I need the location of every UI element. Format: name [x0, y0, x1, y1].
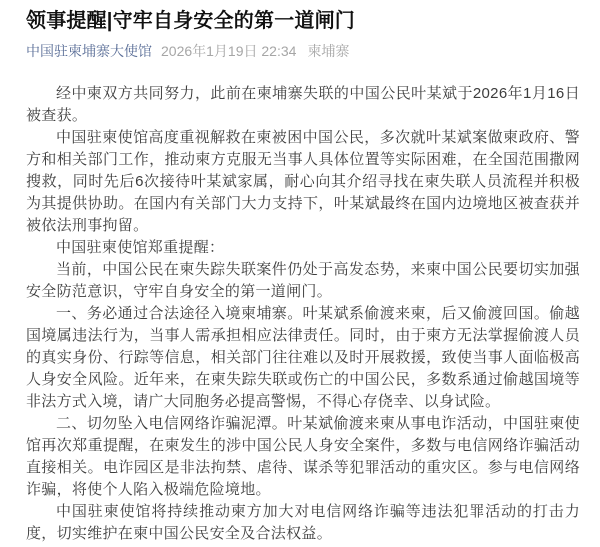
author-account-link[interactable]: 中国驻柬埔寨大使馆 [26, 43, 152, 59]
article-body [26, 83, 580, 545]
byline [26, 42, 580, 60]
publish-location: 柬埔寨 [307, 43, 350, 59]
article-paragraph: 中国驻柬使馆郑重提醒： [56, 239, 225, 256]
article-title: 领事提醒|守牢自身安全的第一道闸门 [26, 10, 355, 32]
article-paragraph: 一、务必通过合法途径入境柬埔寨。叶某斌系偷渡来柬，后又偷渡回国。偷越国境属违法行为，当事人需承担相应法律责任。同时，由于柬方无法掌握偷渡人员的真实身份、行踪等信息，相关部门往往难以及时开展救援，致使当事人面临极高人身安全风险。近年来，在柬失踪失联或伤亡的中国公民，多数系通过偷越国境等非法方式入境，请广大同胞务必提高警惕，不得心存侥幸、以身试险。 [26, 305, 580, 410]
article-paragraph: 当前，中国公民在柬失踪失联案件仍处于高发态势，来柬中国公民要切实加强安全防范意识，守牢自身安全的第一道闸门。 [26, 261, 580, 300]
publish-datetime: 2026年1月19日 22:34 [161, 43, 297, 59]
article-paragraph: 经中柬双方共同努力，此前在柬埔寨失联的中国公民叶某斌于2026年1月16日被查获。 [26, 85, 580, 124]
article-paragraph: 二、切勿坠入电信网络诈骗泥潭。叶某斌偷渡来柬从事电诈活动，中国驻柬使馆再次郑重提醒，在柬发生的涉中国公民人身安全案件，多数与电信网络诈骗活动直接相关。电诈园区是非法拘禁、虐待、谋杀等犯罪活动的重灾区。参与电信网络诈骗，将使个人陷入极端危险境地。 [26, 415, 580, 498]
article-paragraph: 中国驻柬使馆高度重视解救在柬被困中国公民，多次就叶某斌案做柬政府、警方和相关部门工作，推动柬方克服无当事人具体位置等实际困难，在全国范围撒网搜救，同时先后6次接待叶某斌家属，耐心向其介绍寻找在柬失联人员流程并积极为其提供协助。在国内有关部门大力支持下，叶某斌最终在国内边境地区被查获并被依法刑事拘留。 [26, 129, 580, 234]
article-paragraph: 中国驻柬使馆将持续推动柬方加大对电信网络诈骗等违法犯罪活动的打击力度，切实维护在柬中国公民安全及合法权益。 [26, 503, 580, 542]
